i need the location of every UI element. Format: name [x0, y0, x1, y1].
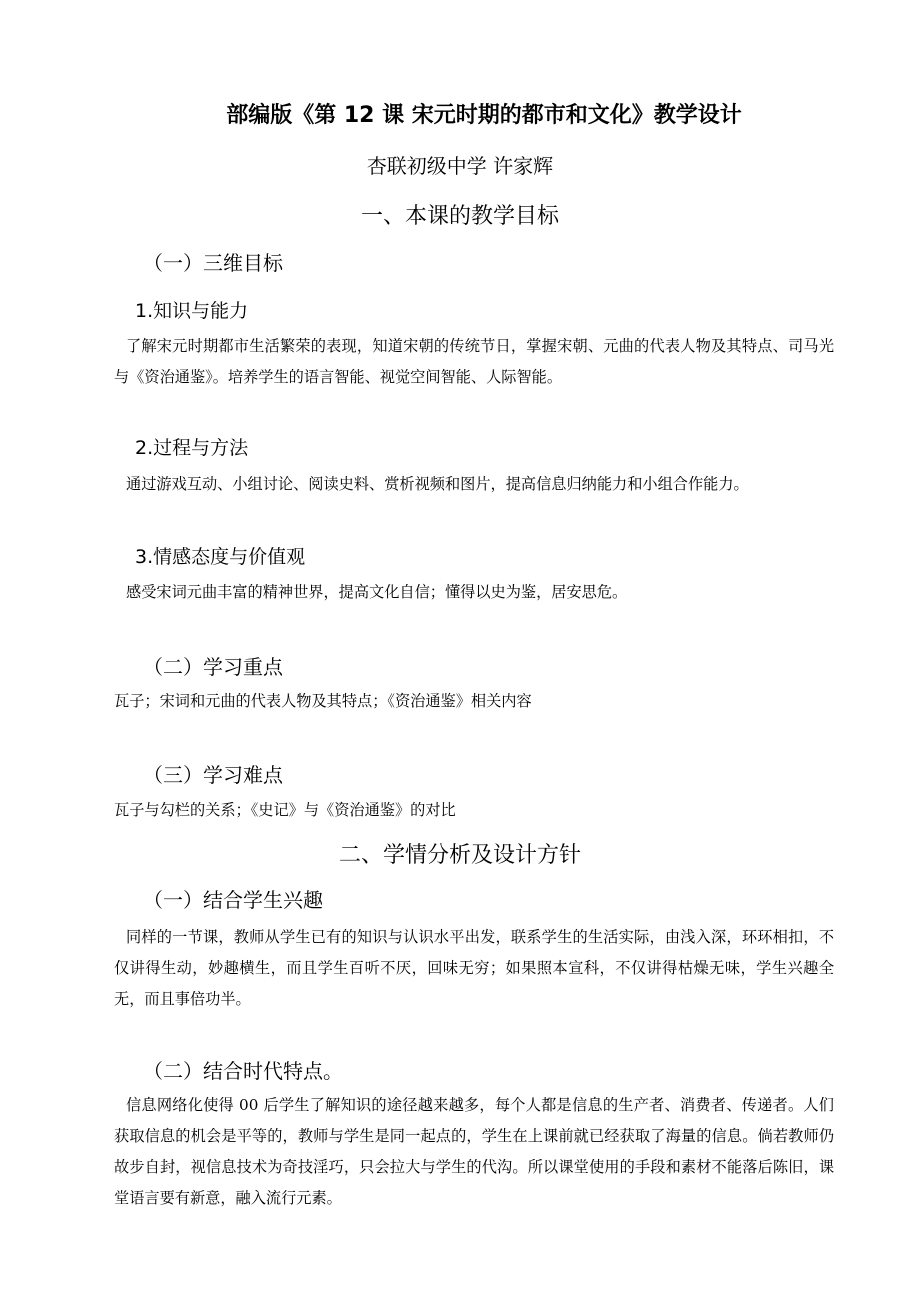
learning-focus-paragraph: 瓦子；宋词和元曲的代表人物及其特点；《资治通鉴》相关内容	[114, 692, 532, 710]
emotion-values-heading: 3.情感态度与价值观	[135, 546, 306, 568]
document-title: 部编版《第 12 课 宋元时期的都市和文化》教学设计	[226, 103, 742, 128]
process-method-paragraph: 通过游戏互动、小组讨论、阅读史料、赏析视频和图片，提高信息归纳能力和小组合作能力。	[126, 475, 749, 493]
subsection-three-dimensional-goals-heading: （一）三维目标	[143, 251, 283, 275]
section-1-heading: 一、本课的教学目标	[360, 204, 559, 229]
student-interest-paragraph: 同样的一节课，教师从学生已有的知识与认识水平出发，联系学生的生活实际，由浅入深，环环相扣，不仅讲得生动，妙趣横生，而且学生百听不厌，回味无穷；如果照本宣科，不仅讲得枯燥无味，学生兴趣全无，而且事倍功半。	[114, 928, 834, 1008]
era-features-paragraph: 信息网络化使得 00 后学生了解知识的途径越来越多，每个人都是信息的生产者、消费者、传递者。人们获取信息的机会是平等的，教师与学生是同一起点的，学生在上课前就已经获取了海量的信息。倘若教师仍故步自封，视信息技术为奇技淫巧，只会拉大与学生的代沟。所以课堂使用的手段和素材不能落后陈旧，课堂语言要有新意，融入流行元素。	[114, 1096, 834, 1207]
learning-focus-heading: （二）学习重点	[143, 655, 283, 679]
document-author: 杏联初级中学 许家辉	[366, 154, 554, 178]
knowledge-ability-heading: 1.知识与能力	[135, 300, 249, 322]
learning-difficulty-heading: （三）学习难点	[143, 763, 283, 787]
emotion-values-paragraph: 感受宋词元曲丰富的精神世界，提高文化自信；懂得以史为鉴，居安思危。	[126, 583, 628, 601]
section-2-heading: 二、学情分析及设计方针	[338, 843, 581, 868]
process-method-heading: 2.过程与方法	[135, 437, 249, 459]
knowledge-ability-paragraph: 了解宋元时期都市生活繁荣的表现，知道宋朝的传统节日，掌握宋朝、元曲的代表人物及其特点、司马光与《资治通鉴》。培养学生的语言智能、视觉空间智能、人际智能。	[114, 337, 834, 386]
era-features-heading: （二）结合时代特点。	[143, 1059, 343, 1083]
student-interest-heading: （一）结合学生兴趣	[143, 888, 323, 912]
learning-difficulty-paragraph: 瓦子与勾栏的关系；《史记》与《资治通鉴》的对比	[114, 801, 456, 819]
